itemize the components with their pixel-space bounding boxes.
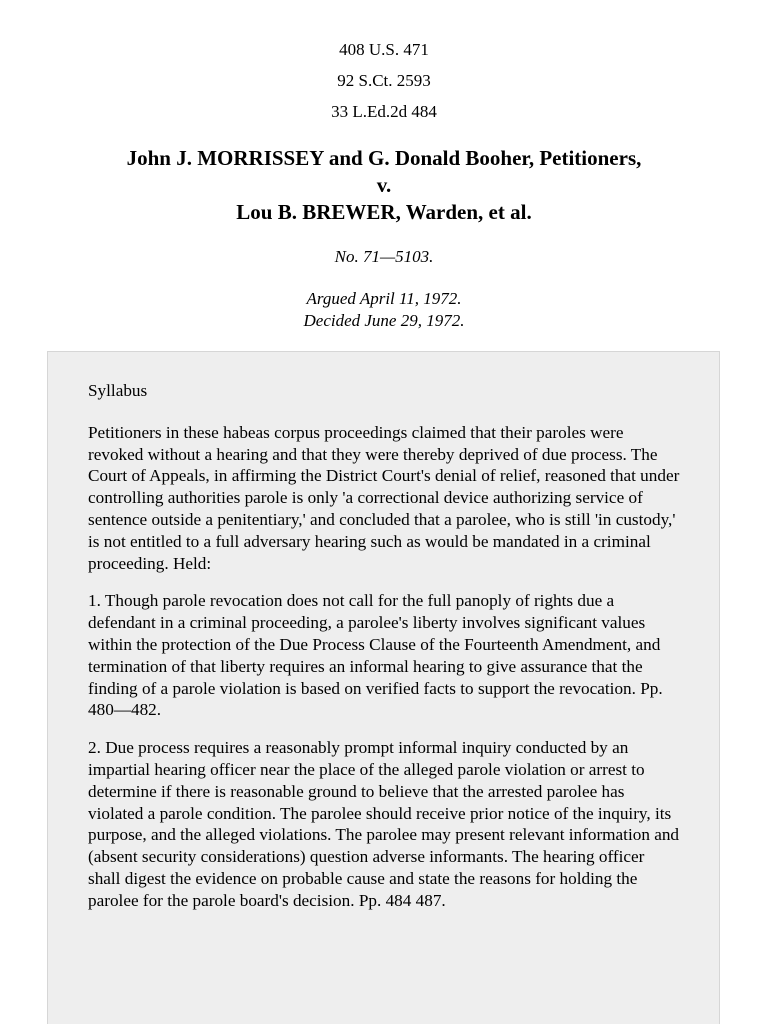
citations [0,34,768,127]
citation-lawyers-edition: 33 L.Ed.2d 484 [331,102,437,121]
syllabus-box [47,351,720,1024]
argued-date: Argued April 11, 1972. [306,289,462,308]
citation-supreme-court-reporter: 92 S.Ct. 2593 [337,71,431,90]
syllabus-paragraph-2: 2. Due process requires a reasonably prompt informal inquiry conducted by an impartial hearing officer near the place of the alleged parole violation or arrest to determine if there is reasonable ground to believe that the arrested parolee has violated a parole condition. The parolee should receive prior notice of the inquiry, its purpose, and the alleged violations. The parolee may present relevant information and (absent security considerations) question adverse informants. The hearing officer shall digest the evidence on probable cause and state the reasons for holding the parolee for the parole board's decision. Pp. 484 487. [88,738,680,910]
decided-date: Decided June 29, 1972. [303,311,465,330]
case-versus: v. [376,173,392,197]
syllabus-paragraph-intro: Petitioners in these habeas corpus proceedings claimed that their paroles were revoked without a hearing and that they were thereby deprived of due process. The Court of Appeals, in affirming the District Court's denial of relief, reasoned that under controlling authorities parole is only 'a correctional device authorizing service of sentence outside a penitentiary,' and concluded that a parolee, who is still 'in custody,' is not entitled to a full adversary hearing such as would be mandated in a criminal proceeding. Held: [88,422,680,573]
case-title [0,145,768,226]
syllabus-paragraph-1: 1. Though parole revocation does not call for the full panoply of rights due a defendant in a criminal proceeding, a parolee's liberty involves significant values within the protection of the Due Process Clause of the Fourteenth Amendment, and termination of that liberty requires an informal hearing to give assurance that the finding of a parole violation is based on verified facts to support the revocation. Pp. 480—482. [88,591,663,720]
case-respondents: Lou B. BREWER, Warden, et al. [236,200,532,224]
docket-number: No. 71—5103. [334,247,434,266]
syllabus-heading: Syllabus [88,381,148,400]
citation-us-reports: 408 U.S. 471 [339,40,429,59]
case-petitioners: John J. MORRISSEY and G. Donald Booher, Petitioners, [126,146,642,170]
case-dates [0,288,768,332]
